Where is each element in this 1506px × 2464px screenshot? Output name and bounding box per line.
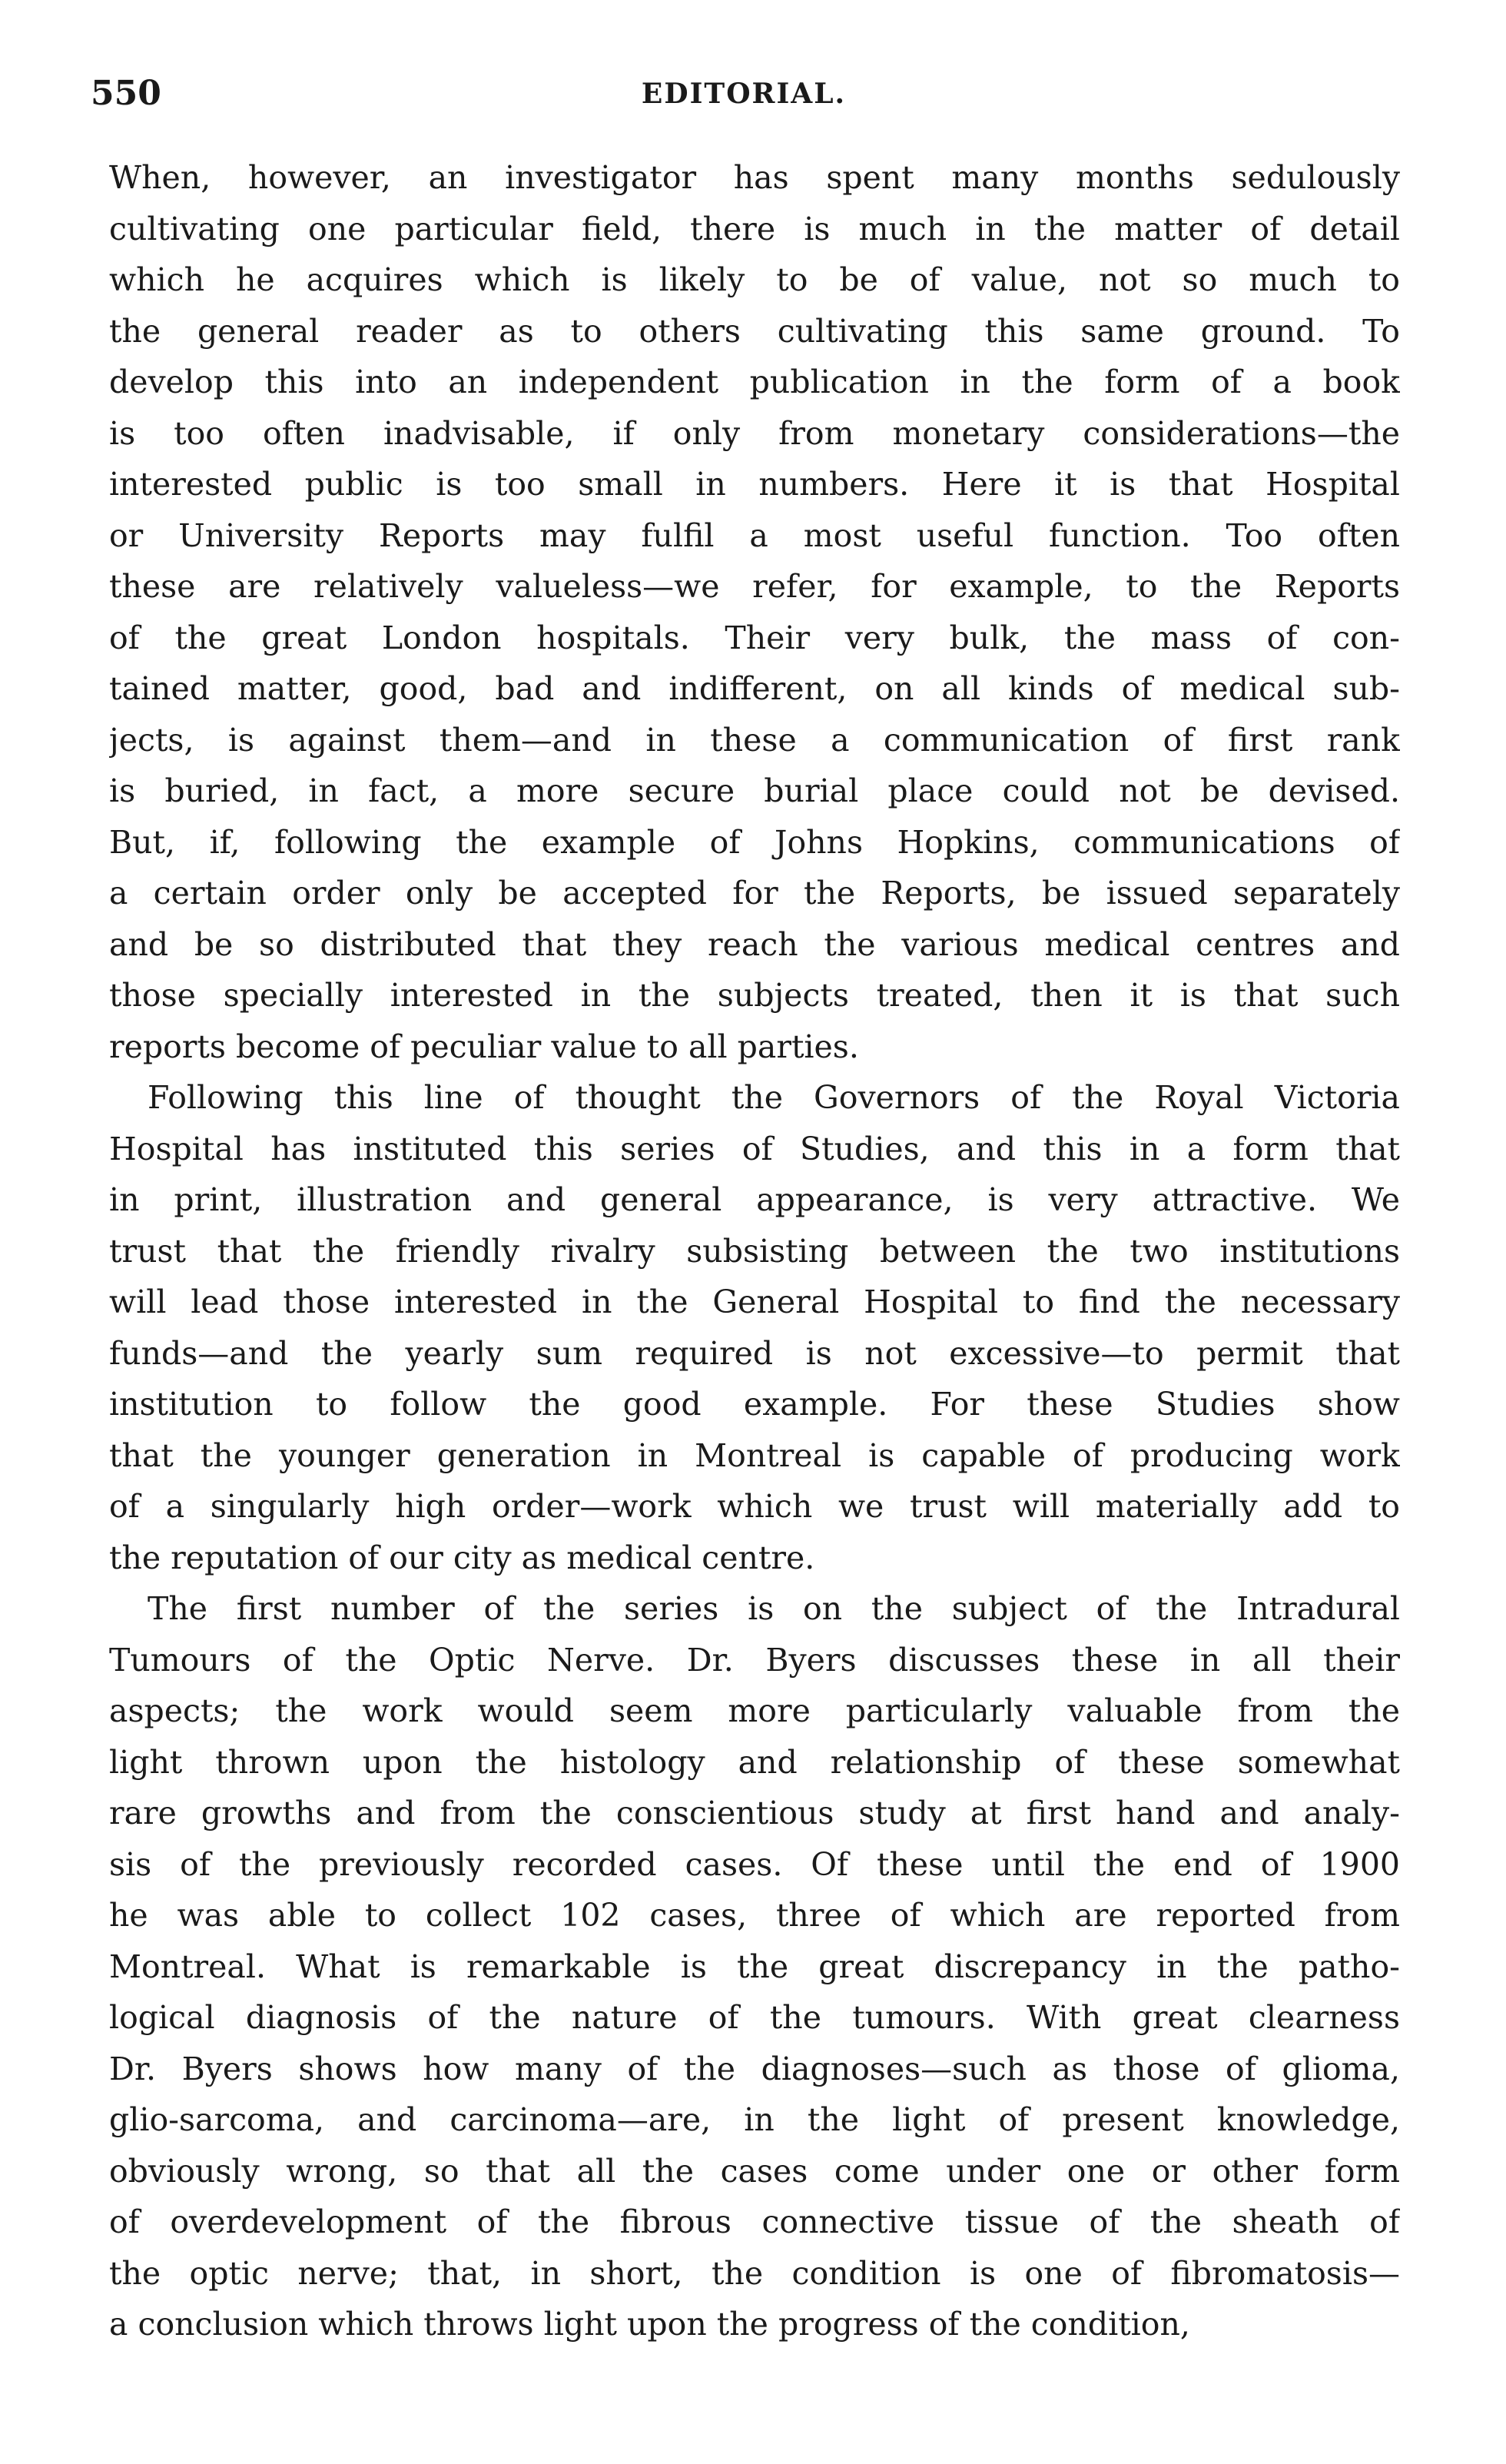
page-number: 550: [91, 74, 161, 113]
text-line: cultivating one particular field, there is much in the matter of detail: [109, 210, 1400, 247]
paragraph: [109, 1583, 1400, 2350]
text-line: trust that the friendly rivalry subsisting between the two institutions: [109, 1232, 1400, 1270]
text-line: logical diagnosis of the nature of the tumours. With great clearness: [109, 1999, 1400, 2036]
text-line: the optic nerve; that, in short, the condition is one of fibromatosis—: [109, 2254, 1400, 2292]
running-title: EDITORIAL.: [641, 78, 847, 110]
text-line: rare growths and from the conscientious study at first hand and analy-: [109, 1795, 1400, 1831]
page-header: [91, 71, 1397, 117]
text-line: glio-sarcoma, and carcinoma—are, in the light of present knowledge,: [109, 2101, 1400, 2138]
text-line: Tumours of the Optic Nerve. Dr. Byers discusses these in all their: [109, 1641, 1400, 1679]
text-line: tained matter, good, bad and indifferent, on all kinds of medical sub-: [109, 670, 1400, 707]
text-line: develop this into an independent publication in the form of a book: [109, 364, 1400, 400]
text-line: aspects; the work would seem more particularly valuable from the: [109, 1692, 1400, 1729]
text-line: these are relatively valueless—we refer, for example, to the Reports: [109, 568, 1400, 605]
text-line: and be so distributed that they reach the various medical centres and: [109, 925, 1400, 963]
text-line: sis of the previously recorded cases. Of these until the end of 1900: [109, 1845, 1400, 1883]
text-line: is too often inadvisable, if only from monetary considerations—the: [109, 414, 1400, 452]
text-line: light thrown upon the histology and relationship of these somewhat: [109, 1743, 1400, 1781]
text-line: funds—and the yearly sum required is not excessive—to permit that: [109, 1334, 1400, 1372]
text-line: which he acquires which is likely to be of value, not so much to: [109, 261, 1400, 298]
text-line: reports become of peculiar value to all parties.: [109, 1028, 859, 1065]
text-line: will lead those interested in the General Hospital to find the necessary: [109, 1283, 1400, 1320]
text-line: The first number of the series is on the subject of the Intradural: [148, 1590, 1400, 1627]
text-line: of the great London hospitals. Their very bulk, the mass of con-: [109, 619, 1400, 656]
text-line: interested public is too small in numbers. Here it is that Hospital: [109, 466, 1400, 503]
text-line: Hospital has instituted this series of Studies, and this in a form that: [109, 1130, 1400, 1167]
text-line: the general reader as to others cultivating this same ground. To: [109, 312, 1400, 350]
text-line: Dr. Byers shows how many of the diagnoses—such as those of glioma,: [109, 2050, 1400, 2087]
text-line: of overdevelopment of the fibrous connective tissue of the sheath of: [109, 2203, 1400, 2240]
text-line: But, if, following the example of Johns Hopkins, communications of: [109, 823, 1400, 861]
text-line: that the younger generation in Montreal is capable of producing work: [109, 1436, 1400, 1474]
text-line: is buried, in fact, a more secure burial place could not be devised.: [109, 772, 1400, 809]
editorial-body: [109, 152, 1400, 2350]
paragraph: [109, 152, 1400, 1072]
text-line: Following this line of thought the Governors of the Royal Victoria: [148, 1079, 1400, 1116]
text-line: jects, is against them—and in these a communication of first rank: [109, 721, 1400, 759]
text-line: those specially interested in the subjects treated, then it is that such: [109, 977, 1400, 1014]
text-line: or University Reports may fulfil a most useful function. Too often: [109, 516, 1400, 554]
text-line: a conclusion which throws light upon the progress of the condition,: [109, 2306, 1190, 2343]
text-line: in print, illustration and general appearance, is very attractive. We: [109, 1181, 1400, 1218]
text-line: When, however, an investigator has spent many months sedulously: [109, 159, 1400, 196]
text-line: a certain order only be accepted for the Reports, be issued separately: [109, 875, 1400, 912]
text-line: he was able to collect 102 cases, three of which are reported from: [109, 1897, 1400, 1934]
paragraph: [109, 1072, 1400, 1583]
text-line: institution to follow the good example. For these Studies show: [109, 1386, 1400, 1423]
text-line: obviously wrong, so that all the cases come under one or other form: [109, 2152, 1400, 2190]
text-line: Montreal. What is remarkable is the great discrepancy in the patho-: [109, 1948, 1400, 1985]
text-line: the reputation of our city as medical centre.: [109, 1539, 815, 1576]
text-line: of a singularly high order—work which we trust will materially add to: [109, 1488, 1400, 1525]
